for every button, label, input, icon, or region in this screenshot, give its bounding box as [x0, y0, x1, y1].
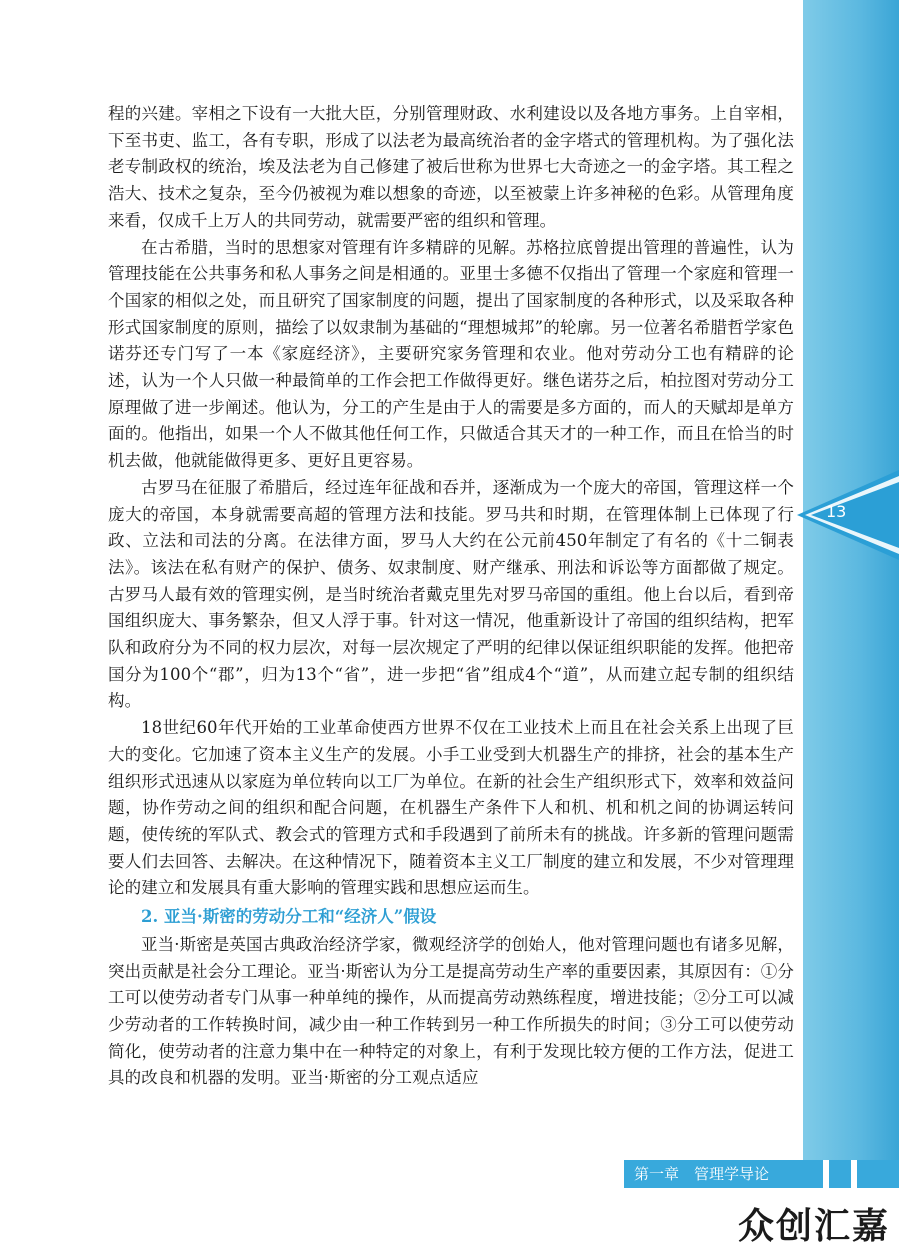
- page-number: 13: [826, 502, 847, 521]
- paragraph-industrial-revolution: 18世纪60年代开始的工业革命使西方世界不仅在工业技术上而且在社会关系上出现了巨大的变化。它加速了资本主义生产的发展。小手工业受到大机器生产的排挤，社会的基本生产组织形式迅速从以家庭为单位转向以工厂为单位。在新的社会生产组织形式下，效率和效益问题，协作劳动之间的组织和配合问题，在机器生产条件下人和机、机和机之间的协调运转问题，使传统的军队式、教会式的管理方式和手段遇到了前所未有的挑战。许多新的管理问题需要人们去回答、去解决。在这种情况下，随着资本主义工厂制度的建立和发展，不少对管理理论的建立和发展具有重大影响的管理实践和思想应运而生。: [108, 718, 794, 898]
- footer-square-block: [829, 1160, 851, 1188]
- footer-chapter-title: 第一章 管理学导论: [634, 1165, 770, 1183]
- footer-end-block: [857, 1160, 899, 1188]
- section-heading: 2. 亚当·斯密的劳动分工和“经济人”假设: [141, 907, 437, 927]
- paragraph-adam-smith: 亚当·斯密是英国古典政治经济学家，微观经济学的创始人，他对管理问题也有诸多见解，突出贡献是社会分工理论。亚当·斯密认为分工是提高劳动生产率的重要因素，其原因有：①分工可以使劳动者专门从事一种单纯的操作，从而提高劳动熟练程度，增进技能；②分工可以减少劳动者的工作转换时间，减少由一种工作转到另一种工作所损失的时间；③分工可以使劳动简化，使劳动者的注意力集中在一种特定的对象上，有利于发现比较方便的工作方法，促进工具的改良和机器的发明。亚当·斯密的分工观点适应: [108, 934, 794, 1088]
- paragraph-egypt: 程的兴建。宰相之下设有一大批大臣，分别管理财政、水利建设以及各地方事务。上自宰相，下至书吏、监工，各有专职，形成了以法老为最高统治者的金字塔式的管理机构。为了强化法老专制政权的统治，埃及法老为自己修建了被后世称为世界七大奇迹之一的金字塔。其工程之浩大、技术之复杂，至今仍被视为难以想象的奇迹，以至被蒙上许多神秘的色彩。从管理角度来看，仅成千上万人的共同劳动，就需要严密的组织和管理。: [108, 104, 794, 230]
- watermark-logo: 众创汇嘉: [738, 1206, 891, 1247]
- paragraph-greece: 在古希腊，当时的思想家对管理有许多精辟的见解。苏格拉底曾提出管理的普遍性，认为管理技能在公共事务和私人事务之间是相通的。亚里士多德不仅指出了管理一个家庭和管理一个国家的相似之处，而且研究了国家制度的问题，提出了国家制度的各种形式，以及采取各种形式国家制度的原则，描绘了以奴隶制为基础的“理想城邦”的轮廓。另一位著名希腊哲学家色诺芬还专门写了一本《家庭经济》，主要研究家务管理和农业。他对劳动分工也有精辟的论述，认为一个人只做一种最简单的工作会把工作做得更好。继色诺芬之后，柏拉图对劳动分工原理做了进一步阐述。他认为，分工的产生是由于人的需要是多方面的，而人的天赋却是单方面的。他指出，如果一个人不做其他任何工作，只做适合其天才的一种工作，而且在恰当的时机去做，他就能做得更多、更好且更容易。: [108, 237, 794, 471]
- paragraph-rome: 古罗马在征服了希腊后，经过连年征战和吞并，逐渐成为一个庞大的帝国，管理这样一个庞大的帝国，本身就需要高超的管理方法和技能。罗马共和时期，在管理体制上已体现了行政、立法和司法的分离。在法律方面，罗马人大约在公元前450年制定了有名的《十二铜表法》。该法在私有财产的保护、债务、奴隶制度、财产继承、刑法和诉讼等方面都做了规定。古罗马人最有效的管理实例，是当时统治者戴克里先对罗马帝国的重组。他上台以后，看到帝国组织庞大、事务繁杂，但又人浮于事。针对这一情况，他重新设计了帝国的组织结构，把军队和政府分为不同的权力层次，对每一层次规定了严明的纪律以保证组织职能的发挥。他把帝国分为100个“郡”，归为13个“省”，进一步把“省”组成4个“道”，从而建立起专制的组织结构。: [108, 477, 794, 711]
- page-body: [108, 101, 794, 1092]
- side-color-bar: [803, 0, 899, 1160]
